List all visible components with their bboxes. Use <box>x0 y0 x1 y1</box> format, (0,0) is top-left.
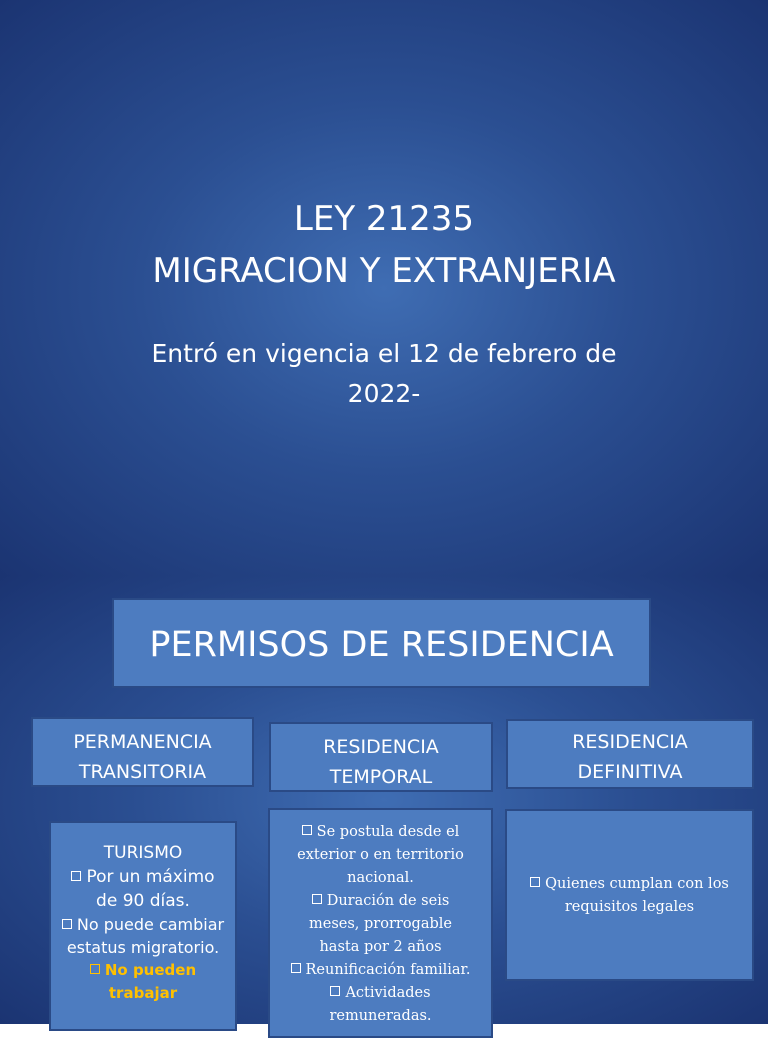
item-text: estatus migratorio. <box>66 938 220 957</box>
turismo-label: TURISMO <box>103 843 183 863</box>
list-item <box>57 913 229 959</box>
header-line-1: RESIDENCIA <box>572 731 688 753</box>
checkbox-bullet-icon <box>302 825 312 835</box>
header-line-1: RESIDENCIA <box>323 736 439 758</box>
list-item <box>278 959 483 982</box>
subtitle-line-1: Entró en vigencia el 12 de febrero de <box>151 339 617 368</box>
content-residencia-temporal <box>268 808 493 1038</box>
list-item <box>57 865 229 913</box>
item-text: nacional. <box>347 870 414 886</box>
slide-permits <box>0 576 768 1024</box>
checkbox-bullet-icon <box>330 986 340 996</box>
title-line-2: MIGRACION Y EXTRANJERIA <box>152 251 616 291</box>
slide-title-block <box>0 193 768 297</box>
checkbox-bullet-icon <box>312 894 322 904</box>
list-item <box>278 982 483 1028</box>
checkbox-bullet-icon <box>530 877 540 887</box>
header-line-2: DEFINITIVA <box>577 761 683 783</box>
item-text: Actividades <box>345 985 431 1001</box>
item-text: Se postula desde el <box>316 824 460 840</box>
header-permanencia-transitoria <box>31 717 254 787</box>
item-text: meses, prorrogable <box>309 916 452 932</box>
item-text: Reunificación familiar. <box>305 962 471 978</box>
main-title-box <box>112 598 651 688</box>
item-text: de 90 días. <box>96 891 190 911</box>
header-residencia-definitiva <box>506 719 754 789</box>
subtitle-block <box>0 334 768 414</box>
header-line-1: PERMANENCIA <box>73 731 212 753</box>
list-item <box>278 821 483 890</box>
item-text: Por un máximo <box>86 867 215 887</box>
header-residencia-temporal <box>269 722 493 792</box>
item-text: requisitos legales <box>564 899 695 915</box>
checkbox-bullet-icon <box>90 964 100 974</box>
item-text: Duración de seis <box>326 893 450 909</box>
item-text: No pueden <box>104 961 197 979</box>
main-title: PERMISOS DE RESIDENCIA <box>149 625 614 665</box>
item-text: No puede cambiar <box>76 915 225 934</box>
checkbox-bullet-icon <box>291 963 301 973</box>
content-residencia-definitiva <box>505 809 754 981</box>
header-line-2: TRANSITORIA <box>78 761 207 783</box>
item-text: exterior o en territorio <box>297 847 464 863</box>
item-text: Quienes cumplan con los <box>545 876 729 892</box>
item-text: remuneradas. <box>329 1008 432 1024</box>
list-item <box>278 890 483 959</box>
header-line-2: TEMPORAL <box>329 766 433 788</box>
list-item <box>513 873 746 919</box>
checkbox-bullet-icon <box>62 919 72 929</box>
content-permanencia-transitoria <box>49 821 237 1031</box>
list-item-warning <box>57 959 229 1005</box>
title-line-1: LEY 21235 <box>293 199 475 239</box>
checkbox-bullet-icon <box>71 871 81 881</box>
subtitle-line-2: 2022- <box>347 379 421 408</box>
item-text: trabajar <box>108 984 178 1002</box>
item-text: hasta por 2 años <box>319 939 442 955</box>
